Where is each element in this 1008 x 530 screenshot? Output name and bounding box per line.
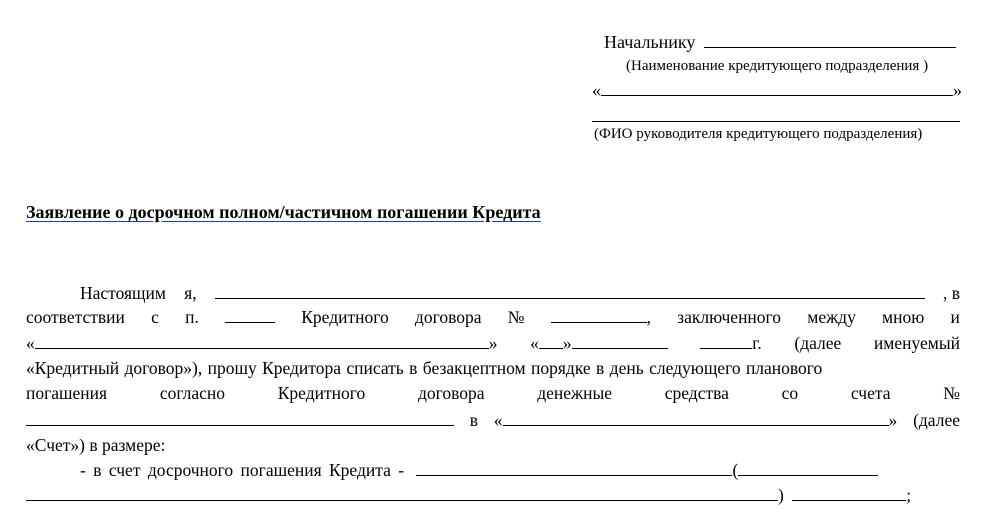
text: Кредитного xyxy=(277,383,366,403)
head-caption: (ФИО руководителя кредитующего подразделения) xyxy=(594,126,923,142)
text: ) xyxy=(778,485,784,505)
text: согласно xyxy=(159,383,226,403)
currency-field[interactable] xyxy=(792,486,906,501)
text: с xyxy=(151,307,159,327)
month-field[interactable] xyxy=(572,334,668,349)
text: денежные xyxy=(537,383,613,403)
text: я, xyxy=(184,283,197,303)
creditor-name-field[interactable] xyxy=(35,334,489,349)
body-line-2 xyxy=(26,307,960,328)
text: договора xyxy=(417,383,485,403)
body-line-6 xyxy=(26,410,960,431)
text: п. xyxy=(185,307,199,327)
text: ; xyxy=(906,485,912,505)
page-title: Заявление о досрочном полном/частичном погашении Кредита xyxy=(26,202,541,222)
text: со xyxy=(781,383,799,403)
body-line-7 xyxy=(26,435,960,456)
text: Кредитного xyxy=(301,307,389,327)
body-line-9 xyxy=(26,485,960,506)
text: именуемый xyxy=(873,333,960,353)
bank-name-field[interactable] xyxy=(503,411,889,426)
text: » xyxy=(562,333,572,353)
text: «Кредитный договор»), прошу Кредитора списать в безакцептном порядке в день следующего планового xyxy=(26,358,823,378)
text: погашения xyxy=(26,383,108,403)
text: в xyxy=(469,410,479,430)
text: средства xyxy=(664,383,729,403)
amount-words-field-start[interactable] xyxy=(738,461,878,476)
text: Настоящим xyxy=(80,283,166,303)
text: договора xyxy=(414,307,482,327)
text: ( xyxy=(732,460,739,480)
body-line-1 xyxy=(26,283,960,304)
dept-name-field[interactable] xyxy=(704,33,956,48)
addressee-line xyxy=(604,32,956,53)
head-name-field[interactable] xyxy=(592,121,960,122)
text: (далее xyxy=(913,410,960,430)
dept-quoted-line xyxy=(592,80,962,101)
text: «Счет») в размере: xyxy=(26,435,166,455)
text: » xyxy=(888,410,898,430)
applicant-name-field[interactable] xyxy=(215,284,925,299)
text: г. xyxy=(752,333,762,353)
body-line-4 xyxy=(26,358,960,379)
text: № xyxy=(943,383,960,403)
quote-close: » xyxy=(953,80,962,100)
body-line-8 xyxy=(26,460,960,481)
quote-open: « xyxy=(592,80,601,100)
text: мною xyxy=(882,307,925,327)
text: , в xyxy=(942,283,960,303)
text: счета xyxy=(850,383,891,403)
account-number-field[interactable] xyxy=(26,411,454,426)
text: (далее xyxy=(794,333,842,353)
text: - в счет досрочного погашения Кредита - xyxy=(80,460,405,480)
body-line-3 xyxy=(26,333,960,354)
text: между xyxy=(807,307,856,327)
text: соответствии xyxy=(26,307,125,327)
text: , xyxy=(646,307,651,327)
body-line-5 xyxy=(26,383,960,404)
dept-quoted-field[interactable] xyxy=(601,81,953,96)
day-field[interactable] xyxy=(539,334,563,349)
clause-number-field[interactable] xyxy=(225,308,275,323)
amount-digits-field[interactable] xyxy=(416,461,732,476)
text: заключенного xyxy=(677,307,782,327)
text: № xyxy=(507,307,525,327)
contract-number-field[interactable] xyxy=(551,308,647,323)
text: « xyxy=(493,410,503,430)
text: » xyxy=(488,333,498,353)
text: и xyxy=(950,307,960,327)
year-field[interactable] xyxy=(700,334,752,349)
text: « xyxy=(26,333,35,353)
text: « xyxy=(530,333,539,353)
amount-words-field[interactable] xyxy=(26,486,778,501)
addressee-label: Начальнику xyxy=(604,32,696,52)
dept-caption: (Наименование кредитующего подразделения ) xyxy=(626,58,929,74)
